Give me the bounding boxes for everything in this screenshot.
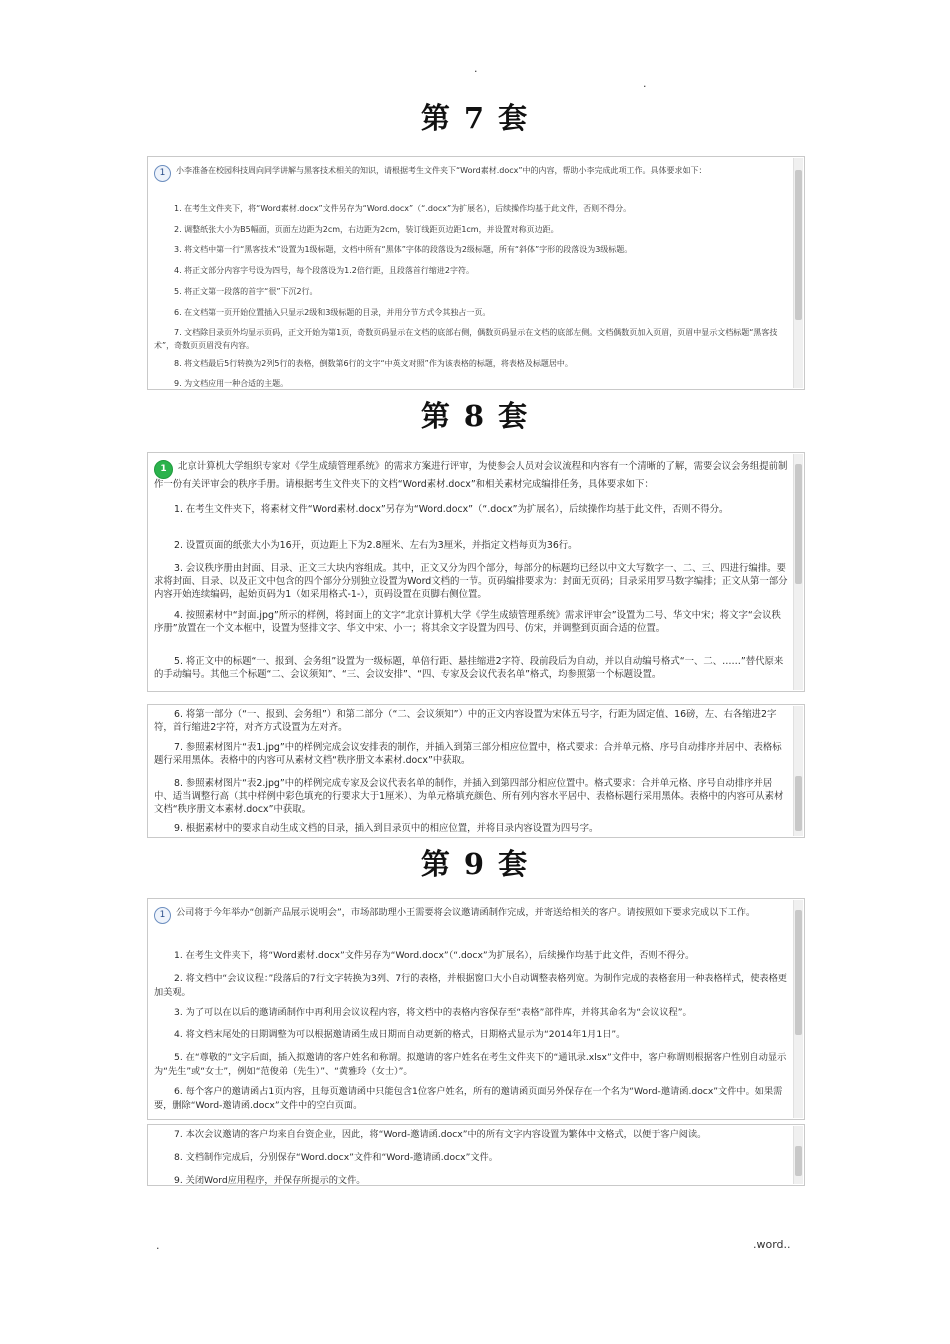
list-item: 8. 文档制作完成后，分别保存“Word.docx”文件和“Word-邀请函.docx”文件。 (174, 1152, 498, 1163)
intro-paragraph: 1 公司将于今年举办“创新产品展示说明会”，市场部助理小王需要将会议邀请函制作完成，并寄送给相关的客户。请按照如下要求完成以下工作。 (154, 906, 790, 924)
list-item: 7. 参照素材图片“表1.jpg”中的样例完成会议安排表的制作，并插入到第三部分相应位置中，格式要求：合并单元格、序号自动排序并居中、表格标题行采用黑体。表格中的内容可从素材文档“秩序册文本素材.docx”中获取。 (154, 742, 782, 766)
list-item: 5. 在“尊敬的”文字后面，插入拟邀请的客户姓名和称谓。拟邀请的客户姓名在考生文件夹下的“通讯录.xlsx”文件中，客户称谓则根据客户性别自动显示为“先生”或“女士”，例如“范俊弟（先生）”、“黄雅玲（女士）”。 (154, 1052, 787, 1077)
list-item: 3. 为了可以在以后的邀请函制作中再利用会议议程内容，将文档中的表格内容保存至“表格”部件库，并将其命名为“会议议程”。 (174, 1007, 692, 1018)
list-item: 9. 为文档应用一种合适的主题。 (174, 379, 289, 388)
list-item: 2. 将文档中“会议议程：”段落后的7行文字转换为3列、7行的表格，并根据窗口大小自动调整表格列宽。为制作完成的表格套用一种表格样式，使表格更加美观。 (154, 973, 787, 998)
vertical-scrollbar[interactable] (793, 454, 803, 690)
list-item: 4. 将正文部分内容字号设为四号，每个段落设为1.2倍行距，且段落首行缩进2字符。 (174, 266, 474, 275)
scrollbar-thumb[interactable] (795, 464, 802, 584)
scrollbar-thumb[interactable] (795, 776, 802, 831)
vertical-scrollbar[interactable] (793, 1126, 803, 1184)
header-dot: . (474, 62, 478, 75)
list-item: 5. 将正文中的标题“一、报到、会务组”设置为一级标题，单倍行距、悬挂缩进2字符、段前段后为自动，并以自动编号格式“一、二、……”替代原来的手动编号。其他三个标题“二、会议须知”、“三、会议安排”、“四、专家及会议代表名单”格式，均参照第一个标题设置。 (154, 656, 784, 680)
footer-right-mark: .word.. (753, 1238, 791, 1251)
question-panel-set7 (147, 156, 805, 390)
list-item: 6. 每个客户的邀请函占1页内容，且每页邀请函中只能包含1位客户姓名，所有的邀请函页面另外保存在一个名为“Word-邀请函.docx”文件中。如果需要，删除“Word-邀请函.docx”文件中的空白页面。 (154, 1086, 783, 1111)
list-item: 7. 本次会议邀请的客户均来自台资企业，因此，将“Word-邀请函.docx”中的所有文字内容设置为繁体中文格式，以便于客户阅读。 (174, 1129, 707, 1140)
question-panel-set9-top (147, 898, 805, 1120)
scrollbar-thumb[interactable] (795, 1146, 802, 1176)
intro-paragraph: 1 小李准备在校园科技周向同学讲解与黑客技术相关的知识，请根据考生文件夹下“Word素材.docx”中的内容，帮助小李完成此项工作。具体要求如下： (154, 165, 790, 182)
footer-left-mark: . (156, 1239, 160, 1252)
list-item: 1. 在考生文件夹下，将素材文件“Word素材.docx”另存为“Word.docx”（“.docx”为扩展名），后续操作均基于此文件，否则不得分。 (174, 504, 729, 515)
question-panel-set8-top (147, 452, 805, 692)
question-panel-set9-bottom (147, 1124, 805, 1186)
list-item: 9. 关闭Word应用程序，并保存所提示的文件。 (174, 1175, 366, 1186)
vertical-scrollbar[interactable] (793, 900, 803, 1118)
set-title: 第 7 套 (420, 101, 530, 135)
scrollbar-thumb[interactable] (795, 910, 802, 1035)
list-item: 9. 根据素材中的要求自动生成文档的目录，插入到目录页中的相应位置，并将目录内容设置为四号字。 (174, 823, 599, 834)
list-item: 3. 会议秩序册由封面、目录、正文三大块内容组成。其中，正文又分为四个部分，每部分的标题均已经以中文大写数字一、二、三、四进行编排。要求将封面、目录、以及正文中包含的四个部分分别独立设置为Word文档的一节。页码编排要求为：封面无页码；目录采用罗马数字编排；正文从第一部分内容开始连续编码，起始页码为1（如采用格式-1-），页码设置在页脚右侧位置。 (154, 563, 788, 600)
list-item: 1. 在考生文件夹下，将“Word素材.docx”文件另存为“Word.docx”（“.docx”为扩展名），后续操作均基于此文件，否则不得分。 (174, 204, 632, 213)
list-item: 8. 将文档最后5行转换为2列5行的表格，倒数第6行的文字“中英文对照”作为该表格的标题，将表格及标题居中。 (174, 359, 573, 368)
question-panel-set8-bottom (147, 704, 805, 838)
list-item: 4. 将文档末尾处的日期调整为可以根据邀请函生成日期而自动更新的格式，日期格式显示为“2014年1月1日”。 (174, 1029, 626, 1040)
list-item: 3. 将文档中第一行“黑客技术”设置为1级标题，文档中所有“黑体”字体的段落设为2级标题，所有“斜体”字形的段落设为3级标题。 (174, 245, 633, 254)
list-item: 6. 将第一部分（“一、报到、会务组”）和第二部分（“二、会议须知”）中的正文内容设置为宋体五号字，行距为固定值、16磅，左、右各缩进2字符，首行缩进2字符，对齐方式设置为左对齐。 (154, 709, 777, 733)
list-item: 7. 文档除目录页外均显示页码，正文开始为第1页，奇数页码显示在文档的底部右侧，偶数页码显示在文档的底部左侧。文档偶数页加入页眉，页眉中显示文档标题“黑客技术”，奇数页页眉没有内容。 (154, 328, 778, 350)
list-item: 6. 在文档第一页开始位置插入只显示2级和3级标题的目录，并用分节方式令其独占一页。 (174, 308, 491, 317)
list-item: 2. 设置页面的纸张大小为16开，页边距上下为2.8厘米、左右为3厘米，并指定文档每页为36行。 (174, 540, 578, 551)
list-item: 4. 按照素材中“封面.jpg”所示的样例，将封面上的文字“北京计算机大学《学生成绩管理系统》需求评审会”设置为二号、华文中宋；将文字“会议秩序册”放置在一个文本框中，设置为竖排文字、华文中宋、小一；将其余文字设置为四号、仿宋，并调整到页面合适的位置。 (154, 610, 781, 634)
list-item: 5. 将正文第一段落的首字“很”下沉2行。 (174, 287, 318, 296)
list-item: 2. 调整纸张大小为B5幅面，页面左边距为2cm，右边距为2cm，装订线距页边距1cm，并设置对称页边距。 (174, 225, 559, 234)
question-number-badge: 1 (154, 165, 171, 182)
list-item: 1. 在考生文件夹下，将“Word素材.docx”文件另存为“Word.docx”（“.docx”为扩展名），后续操作均基于此文件，否则不得分。 (174, 950, 695, 961)
list-item: 8. 参照素材图片“表2.jpg”中的样例完成专家及会议代表名单的制作，并插入到第四部分相应位置中。格式要求：合并单元格、序号自动排序并居中、适当调整行高（其中样例中彩色填充的行要求大于1厘米）、为单元格填充颜色、所有列内容水平居中、表格标题行采用黑体。表格中的内容可从素材文档“秩序册文本素材.docx”中获取。 (154, 778, 784, 815)
question-number-badge: 1 (154, 907, 171, 924)
question-number-badge: 1 (154, 460, 173, 479)
set-title: 第 9 套 (420, 847, 530, 881)
set-title: 第 8 套 (420, 399, 530, 433)
scrollbar-thumb[interactable] (795, 170, 802, 320)
intro-paragraph: 1 北京计算机大学组织专家对《学生成绩管理系统》的需求方案进行评审，为使参会人员对会议流程和内容有一个清晰的了解，需要会议会务组提前制作一份有关评审会的秩序手册。请根据考生文件夹下的文档“Word素材.docx”和相关素材完成编排任务，具体要求如下： (154, 461, 788, 490)
header-dot: . (643, 77, 647, 90)
vertical-scrollbar[interactable] (793, 706, 803, 836)
vertical-scrollbar[interactable] (793, 158, 803, 388)
